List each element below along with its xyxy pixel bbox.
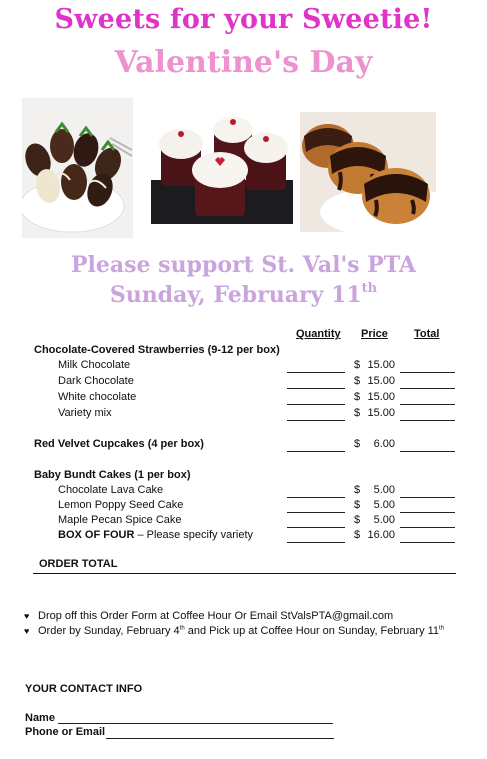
- quantity-field[interactable]: [287, 388, 345, 389]
- bundt-cakes-photo: [300, 112, 436, 232]
- quantity-column-header: Quantity: [296, 328, 341, 340]
- event-date-text: Sunday, February 11: [109, 282, 362, 308]
- cupcakes-photo: [151, 110, 293, 224]
- menu-item-name: Chocolate Lava Cake: [58, 484, 164, 496]
- note-pickup-text: and Pick up at Coffee Hour on Sunday, February 11: [184, 625, 440, 637]
- total-field[interactable]: [400, 388, 455, 389]
- event-date: [0, 282, 487, 308]
- menu-item-name: Milk Chocolate: [58, 359, 131, 371]
- quantity-field[interactable]: [287, 512, 345, 513]
- note-dropoff: [24, 610, 393, 622]
- name-label: Name: [25, 712, 55, 724]
- strawberries-photo: [22, 98, 133, 238]
- note-dropoff-text: Drop off this Order Form at Coffee Hour Or Email StValsPTA@gmail.com: [38, 610, 394, 622]
- heart-bullet-icon: ♥: [24, 626, 30, 636]
- contact-heading: YOUR CONTACT INFO: [25, 683, 143, 695]
- total-field[interactable]: [400, 404, 455, 405]
- total-field[interactable]: [400, 372, 455, 373]
- quantity-field[interactable]: [287, 451, 345, 452]
- phone-email-field[interactable]: [106, 738, 334, 739]
- quantity-field[interactable]: [287, 420, 345, 421]
- phone-email-label: Phone or Email: [25, 726, 106, 738]
- quantity-field[interactable]: [287, 527, 345, 528]
- total-field[interactable]: [400, 497, 455, 498]
- menu-item-name: Variety mix: [58, 407, 112, 419]
- price-column-header: Price: [361, 328, 388, 340]
- cupcakes-heading: Red Velvet Cupcakes (4 per box): [34, 438, 204, 450]
- total-field[interactable]: [400, 512, 455, 513]
- menu-item-name: Maple Pecan Spice Cake: [58, 514, 182, 526]
- menu-item-name: White chocolate: [58, 391, 137, 403]
- order-total-label: ORDER TOTAL: [39, 558, 118, 570]
- support-heading: Please support St. Val's PTA: [70, 252, 417, 278]
- box-of-four-item: [58, 529, 253, 541]
- quantity-field[interactable]: [287, 404, 345, 405]
- note-order-by-text: Order by Sunday, February 4: [38, 625, 180, 637]
- total-field[interactable]: [400, 420, 455, 421]
- menu-item-name: Lemon Poppy Seed Cake: [58, 499, 184, 511]
- quantity-field[interactable]: [287, 372, 345, 373]
- total-column-header: Total: [414, 328, 440, 340]
- menu-item-name: Dark Chocolate: [58, 375, 134, 387]
- heart-bullet-icon: ♥: [24, 611, 30, 621]
- total-field[interactable]: [400, 542, 455, 543]
- order-total-field[interactable]: [33, 573, 456, 574]
- strawberries-heading: Chocolate-Covered Strawberries (9-12 per box): [34, 344, 280, 356]
- box-of-four-label: BOX OF FOUR: [58, 529, 135, 541]
- box-of-four-note: – Please specify variety: [134, 529, 254, 541]
- event-date-suffix: th: [361, 280, 378, 296]
- quantity-field[interactable]: [287, 542, 345, 543]
- ordinal-suffix: th: [439, 625, 445, 632]
- ordinal-suffix: th: [179, 625, 185, 632]
- flyer-title: Sweets for your Sweetie!: [54, 4, 433, 35]
- name-field[interactable]: [58, 723, 333, 724]
- total-field[interactable]: [400, 527, 455, 528]
- flyer-subtitle: Valentine's Day: [114, 45, 373, 80]
- bundt-heading: Baby Bundt Cakes (1 per box): [34, 469, 191, 481]
- total-field[interactable]: [400, 451, 455, 452]
- quantity-field[interactable]: [287, 497, 345, 498]
- note-order-by: [24, 625, 444, 637]
